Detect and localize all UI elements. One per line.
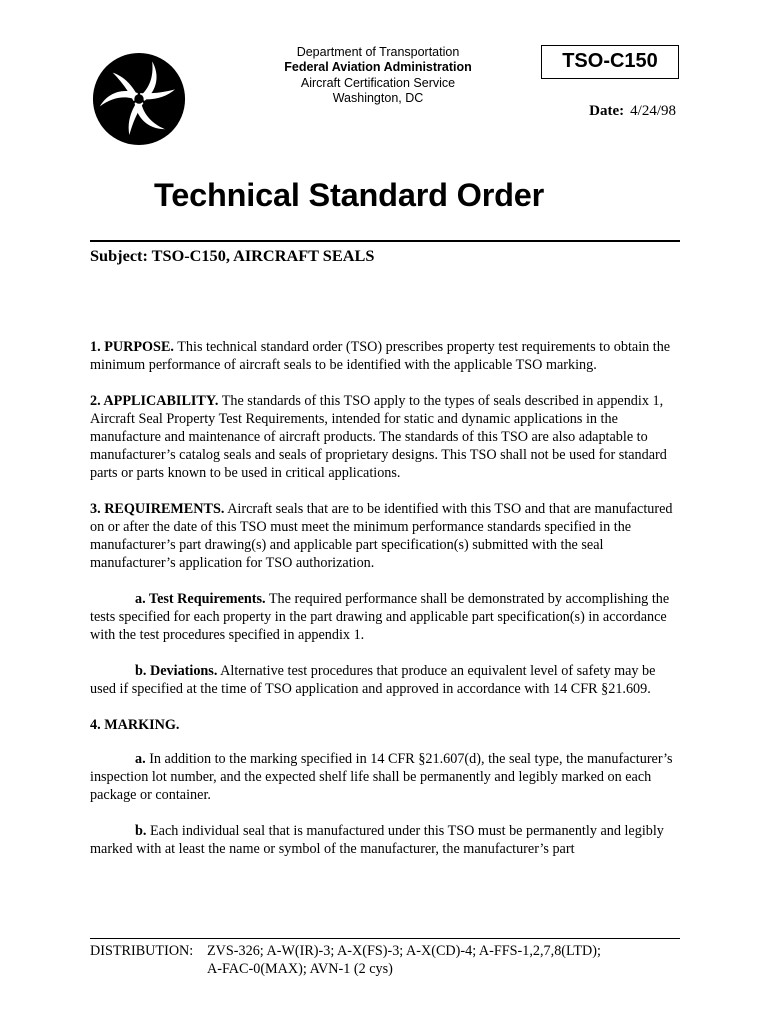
section-heading: 4. MARKING. — [90, 717, 180, 733]
section-heading: 1. PURPOSE. — [90, 339, 174, 355]
section-purpose — [90, 338, 680, 374]
footer-divider — [90, 938, 680, 939]
section-text: Aircraft seals that are to be identified with this TSO and that are manufactured on or after the date of this TSO must meet the minimum performance standards specified in the manufacturer’s part drawing(s) and applicable part specification(s) submitted with the seal manufacturer’s application for TSO authorization. — [90, 501, 673, 571]
date-line — [589, 103, 676, 120]
dot-triskelion-logo — [92, 52, 186, 146]
subsection-marking-b — [90, 822, 680, 858]
agency-name: Federal Aviation Administration — [284, 60, 472, 75]
subject-line: Subject: TSO-C150, AIRCRAFT SEALS — [90, 246, 375, 265]
subsection-text: In addition to the marking specified in 14 CFR §21.607(d), the seal type, the manufacturer’s inspection lot number, and the expected shelf life shall be permanently and legibly marked on each package or container. — [90, 751, 673, 803]
section-applicability — [90, 392, 680, 482]
distribution-block — [90, 943, 690, 978]
title-divider — [90, 240, 680, 242]
agency-department: Department of Transportation — [296, 45, 460, 59]
section-text: The standards of this TSO apply to the types of seals described in appendix 1, Aircraft Seal Property Test Requirements, intended for static and dynamic applications in the manufacture and maintenance of aircraft products. The standards of this TSO are also adaptable to manufacturer’s catalog seals and seals of proprietary designs. This TSO shall not be used for standard parts or parts known to be used in critical applications. — [90, 393, 667, 481]
document-body — [90, 338, 680, 876]
agency-location: Washington, DC — [332, 91, 424, 106]
subsection-marking-a — [90, 750, 680, 804]
document-title: Technical Standard Order — [154, 177, 545, 213]
subsection-heading: b. — [135, 823, 147, 839]
distribution-label: DISTRIBUTION: — [90, 943, 194, 959]
subsection-text: The required performance shall be demonstrated by accomplishing the tests specified for each property in the part drawing and applicable part specification(s) in accordance with the test procedures specified in appendix 1. — [90, 591, 670, 643]
subsection-test-requirements — [90, 590, 680, 644]
distribution-line-2: A-FAC-0(MAX); AVN-1 (2 cys) — [207, 960, 393, 977]
subsection-heading: a. Test Requirements. — [135, 591, 266, 607]
section-marking — [90, 716, 680, 734]
subsection-text: Each individual seal that is manufactured under this TSO must be permanently and legibly marked with at least the name or symbol of the manufacturer, the manufacturer’s part — [90, 823, 664, 857]
agency-service: Aircraft Certification Service — [300, 75, 456, 90]
subsection-text: Alternative test procedures that produce an equivalent level of safety may be used if specified at the time of TSO application and approved in accordance with 14 CFR §21.609. — [90, 663, 656, 697]
section-heading: 3. REQUIREMENTS. — [90, 501, 225, 517]
section-heading: 2. APPLICABILITY. — [90, 393, 219, 409]
subsection-heading: a. — [135, 751, 146, 767]
subsection-deviations — [90, 662, 680, 698]
agency-block — [258, 45, 498, 107]
section-text: This technical standard order (TSO) prescribes property test requirements to obtain the minimum performance of aircraft seals to be identified with the applicable TSO marking. — [90, 339, 671, 373]
tso-number-box: TSO-C150 — [541, 45, 679, 79]
subsection-heading: b. Deviations. — [135, 663, 218, 679]
section-requirements — [90, 500, 680, 572]
date-value: 4/24/98 — [630, 103, 676, 119]
distribution-line-1: ZVS-326; A-W(IR)-3; A-X(FS)-3; A-X(CD)-4; A-FFS-1,2,7,8(LTD); — [207, 943, 601, 959]
date-label: Date: — [589, 103, 625, 119]
